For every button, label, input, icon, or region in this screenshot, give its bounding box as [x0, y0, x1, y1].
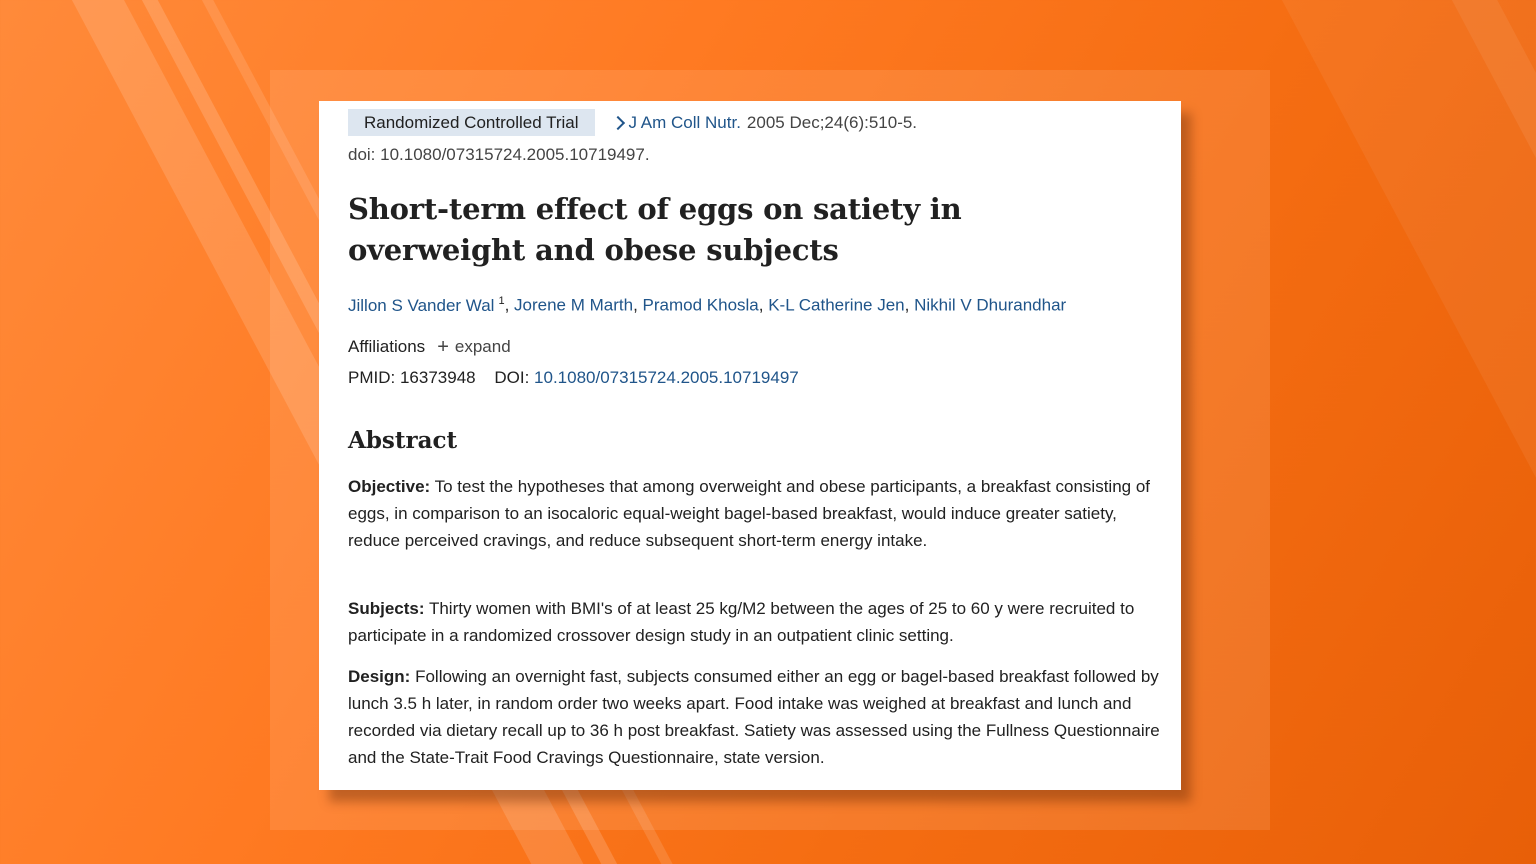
publication-type-badge[interactable]: Randomized Controlled Trial [348, 109, 595, 136]
affiliations-row [348, 337, 511, 357]
citation-line [348, 109, 917, 136]
section-text: Following an overnight fast, subjects consumed either an egg or bagel-based breakfast followed by lunch 3.5 h later, in random order two weeks apart. Food intake was weighed at breakfast and lunch and recorded via dietary recall up to 36 h post breakfast. Satiety was assessed using the Fullness Questionnaire and the State-Trait Food Cravings Questionnaire, state version. [348, 667, 1160, 767]
section-label: Objective: [348, 477, 431, 496]
section-text: To test the hypotheses that among overweight and obese participants, a breakfast consisting of eggs, in comparison to an isocaloric equal-weight bagel-based breakfast, would induce greater satiety, reduce perceived cravings, and reduce subsequent short-term energy intake. [348, 477, 1151, 550]
section-text: Thirty women with BMI's of at least 25 kg/M2 between the ages of 25 to 60 y were recruited to participate in a randomized crossover design study in an outpatient clinic setting. [348, 599, 1135, 645]
affiliation-superscript[interactable]: 1 [498, 295, 505, 307]
pmid-value: 16373948 [399, 368, 476, 387]
expand-label: expand [454, 337, 511, 356]
expand-affiliations-button[interactable] [437, 337, 510, 357]
pmid-label: PMID: [348, 368, 396, 387]
section-label: Subjects: [348, 599, 425, 618]
doi-text: doi: 10.1080/07315724.2005.10719497. [348, 145, 650, 164]
doi-link[interactable]: 10.1080/07315724.2005.10719497 [534, 368, 799, 387]
abstract-design [348, 663, 1163, 771]
author-separator: , [904, 295, 915, 315]
author-link[interactable]: Nikhil V Dhurandhar [914, 295, 1067, 315]
abstract-heading: Abstract [348, 427, 458, 454]
journal-citation: 2005 Dec;24(6):510-5. [746, 112, 918, 132]
author-link[interactable]: Jillon S Vander Wal $^1$ [348, 295, 505, 315]
author-link[interactable]: K-L Catherine Jen [768, 295, 905, 315]
abstract-objective [348, 473, 1163, 554]
journal-link[interactable]: J Am Coll Nutr. [628, 112, 741, 132]
identifiers-row [348, 368, 799, 388]
author-separator: , [504, 295, 515, 315]
author-link[interactable]: Jorene M Marth [514, 295, 634, 315]
article-card [319, 101, 1181, 790]
affiliations-label: Affiliations [348, 337, 426, 356]
section-label: Design: [348, 667, 411, 686]
chevron-right-icon [610, 115, 624, 129]
author-separator: , [758, 295, 769, 315]
author-list [348, 295, 1066, 316]
article-title: Short-term effect of eggs on satiety in overweight and obese subjects [348, 192, 962, 267]
doi-label: DOI: [494, 368, 530, 387]
author-separator: , [633, 295, 643, 315]
background-stripe [1250, 0, 1536, 864]
plus-icon: + [437, 336, 449, 358]
author-link[interactable]: Pramod Khosla [642, 295, 759, 315]
abstract-subjects [348, 595, 1163, 649]
